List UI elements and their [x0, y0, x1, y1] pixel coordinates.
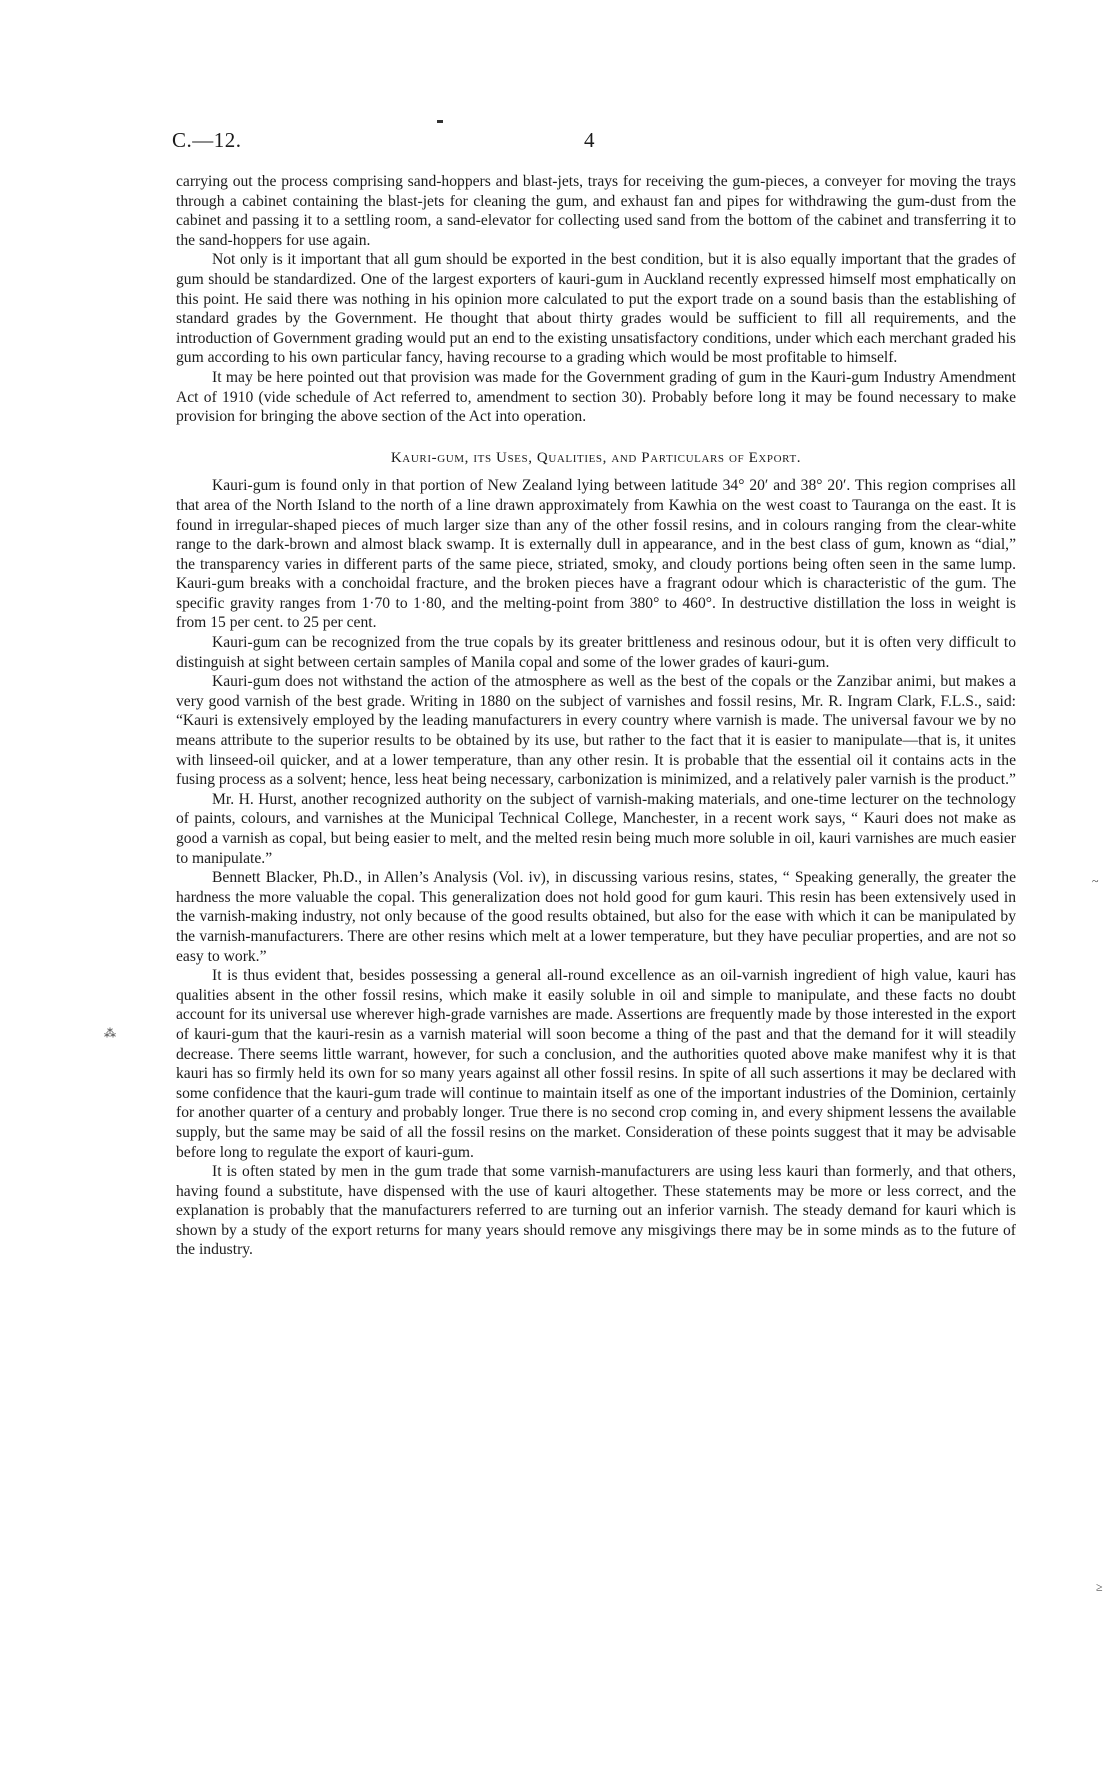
paragraph: It may be here pointed out that provision was made for the Government grading of gum in the Kauri-gum Industry Amendment Act of 1910 (vide schedule of Act referred to, amendment to section 30). Probably before long it may be found necessary to make provision for bringing the above section of the Act into operation.	[176, 368, 1016, 426]
body-text	[176, 172, 1016, 1260]
page-number: 4	[584, 128, 595, 152]
paragraph: carrying out the process comprising sand-hoppers and blast-jets, trays for receiving the gum-pieces, a conveyer for moving the trays through a cabinet containing the blast-jets for cleaning the gum, and exhaust fan and pipes for withdrawing the gum-dust from the cabinet and passing it to a settling room, a sand-elevator for collecting used sand from the bottom of the cabinet and transferring it to the sand-hoppers for use again.	[176, 173, 1016, 249]
paragraph: Kauri-gum is found only in that portion of New Zealand lying between latitude 34° 20′ and 38° 20′. This region comprises all that area of the North Island to the north of a line drawn approximately from Kawhia on the west coast to Tauranga on the east. It is found in irregular-shaped pieces of much larger size than any of the other fossil resins, and in colours ranging from the clear-white range to the dark-brown and almost black swamp. It is externally dull in appearance, and in the best class of gum, known as “dial,” the transparency varies in different parts of the same piece, striated, smoky, and cloudy portions being often seen in the same lump. Kauri-gum breaks with a conchoidal fracture, and the broken pieces have a fragrant odour which is characteristic of the gum. The specific gravity ranges from 1·70 to 1·80, and the melting-point from 380° to 460°. In destructive distillation the loss in weight is from 15 per cent. to 25 per cent.	[176, 477, 1016, 632]
page-header	[172, 128, 1012, 158]
scan-speck: ⁂	[104, 1026, 116, 1040]
section-heading: Kauri-gum, its Uses, Qualities, and Particulars of Export.	[390, 449, 802, 466]
print-mark	[437, 120, 443, 123]
scan-speck: ~	[1092, 874, 1099, 888]
paragraph: Kauri-gum can be recognized from the true copals by its greater brittleness and resinous odour, but it is often very difficult to distinguish at sight between certain samples of Manila copal and some of the lower grades of kauri-gum.	[176, 634, 1016, 671]
paragraph: It is thus evident that, besides possessing a general all-round excellence as an oil-varnish ingredient of high value, kauri has qualities absent in the other fossil resins, which make it easily soluble in oil and simple to manipulate, and these facts no doubt account for its universal use wherever high-grade varnishes are made. Assertions are frequently made by those interested in the export of kauri-gum that the kauri-resin as a varnish material will soon become a thing of the past and that the demand for it will steadily decrease. There seems little warrant, however, for such a conclusion, and the authorities quoted above make manifest why it is that kauri has so firmly held its own for so many years against all other fossil resins. In spite of all such assertions it may be declared with some confidence that the kauri-gum trade will continue to maintain itself as one of the important industries of the Dominion, certainly for another quarter of a century and probably longer. True there is no second crop coming in, and every shipment lessens the available supply, but the same may be said of all the fossil resins on the market. Consideration of these points suggest that it may be advisable before long to regulate the export of kauri-gum.	[176, 967, 1016, 1161]
paragraph: Mr. H. Hurst, another recognized authority on the subject of varnish-making materials, and one-time lecturer on the technology of paints, colours, and varnishes at the Municipal Technical College, Manchester, in a recent work says, “ Kauri does not make as good a varnish as copal, but being easier to melt, and the melted resin being much more soluble in oil, kauri varnishes are much easier to manipulate.”	[176, 790, 1016, 867]
paragraph: Not only is it important that all gum should be exported in the best condition, but it is also equally important that the grades of gum should be standardized. One of the largest exporters of kauri-gum in Auckland recently expressed himself most emphatically on this point. He said there was nothing in his opinion more calculated to put the export trade on a sound basis than the establishing of standard grades by the Government. He thought that about thirty grades would be sufficient to fill all requirements, and the introduction of Government grading would put an end to the existing unsatisfactory conditions, under which each merchant graded his gum according to his own particular fancy, having recourse to a grading which would be most profitable to himself.	[176, 251, 1016, 367]
scan-speck: ≥	[1096, 1580, 1103, 1594]
paragraph: Kauri-gum does not withstand the action of the atmosphere as well as the best of the copals or the Zanzibar animi, but makes a very good varnish of the best grade. Writing in 1880 on the subject of varnishes and fossil resins, Mr. R. Ingram Clark, F.L.S., said: “Kauri is extensively employed by the leading manufacturers in every country where varnish is made. The universal favour we by no means attribute to the superior results to be obtained by its use, but rather to the fact that it is easier to manipulate—that is, it unites with linseed-oil quicker, and at a lower temperature, than any other resin. It is probable that the essential oil it contains acts in the fusing process as a solvent; hence, less heat being necessary, carbonization is minimized, and a relatively paler varnish is the product.”	[176, 673, 1016, 789]
document-reference: C.—12.	[172, 128, 242, 152]
paragraph: Bennett Blacker, Ph.D., in Allen’s Analysis (Vol. iv), in discussing various resins, states, “ Speaking generally, the greater the hardness the more valuable the copal. This generalization does not hold good for gum kauri. This resin has been extensively used in the varnish-making industry, not only because of the good results obtained, but also for the ease with which it can be manipulated by the varnish-manufacturers. There are other resins which melt at a lower temperature, but they have peculiar properties, and are not so easy to work.”	[176, 869, 1016, 965]
paragraph: It is often stated by men in the gum trade that some varnish-manufacturers are using less kauri than formerly, and that others, having found a substitute, have dispensed with the use of kauri altogether. These statements may be more or less correct, and the explanation is probably that the manufacturers referred to are turning out an inferior varnish. The steady demand for kauri which is shown by a study of the export returns for many years should remove any misgivings there may be in some minds as to the future of the industry.	[176, 1163, 1016, 1259]
